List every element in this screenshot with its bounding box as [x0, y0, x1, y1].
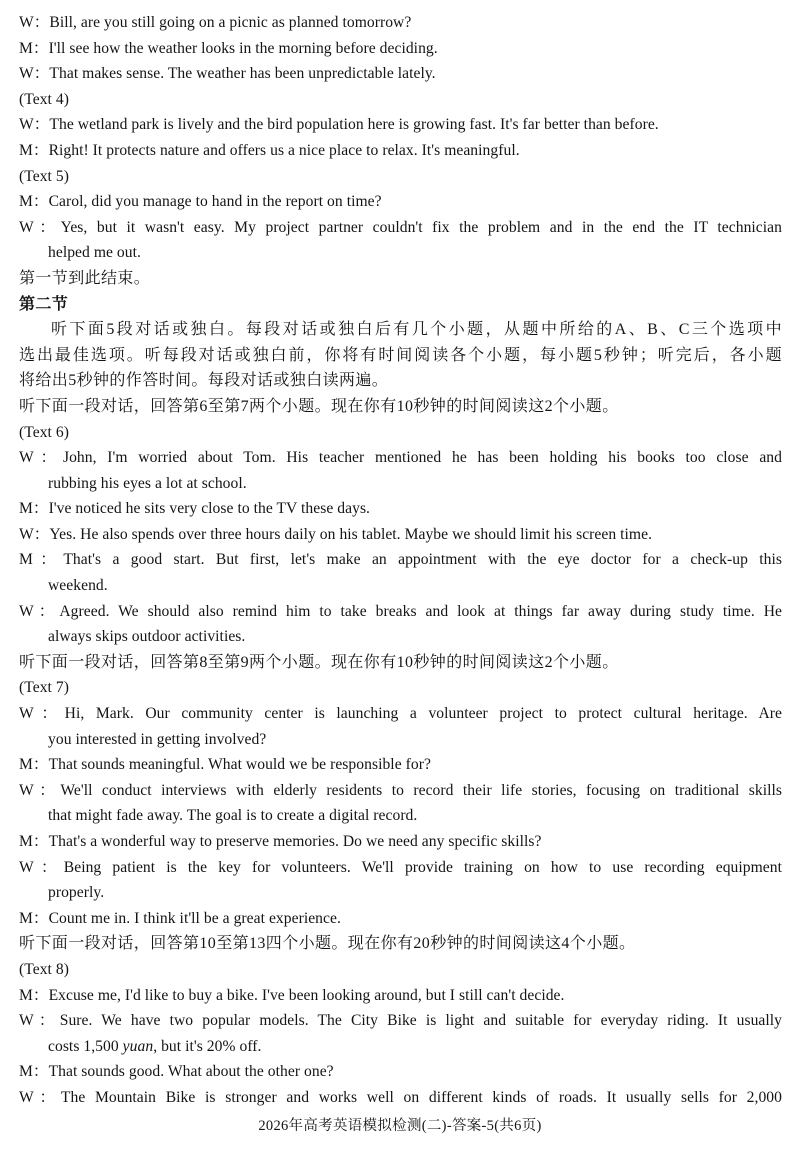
- dialogue-line: [19, 445, 782, 471]
- line-text: Right! It protects nature and offers us a nice place to relax. It's meaningful.: [48, 141, 520, 159]
- dialogue-continuation: [19, 727, 782, 753]
- text-label: [19, 957, 782, 983]
- speaker-label: W：: [19, 449, 63, 467]
- dialogue-line: [19, 10, 782, 36]
- line-text: 第二节: [19, 295, 69, 313]
- line-text: that might fade away. The goal is to create a digital record.: [48, 807, 418, 825]
- document-body: [19, 10, 782, 1111]
- dialogue-line: [19, 112, 782, 138]
- dialogue-line: [19, 599, 782, 625]
- speaker-label: M：: [19, 833, 49, 850]
- text-label: [19, 420, 782, 446]
- line-text: 将给出5秒钟的作答时间。每段对话或独白读两遍。: [19, 372, 389, 390]
- dialogue-line: [19, 215, 782, 241]
- instruction-text: [19, 343, 782, 369]
- speaker-label: M：: [19, 500, 49, 518]
- dialogue-continuation: [19, 240, 782, 266]
- speaker-label: W：: [19, 218, 61, 236]
- speaker-label: W：: [19, 705, 65, 723]
- dialogue-continuation: [19, 471, 782, 497]
- speaker-label: W：: [19, 14, 50, 31]
- page-footer: 2026年高考英语模拟检测(二)-答案-5(共6页): [258, 1118, 542, 1134]
- instruction-text: [19, 266, 782, 292]
- speaker-label: W：: [19, 1012, 60, 1030]
- line-text: 听下面一段对话，回答第10至第13四个小题。现在你有20秒钟的时间阅读这4个小题。: [19, 935, 636, 953]
- line-text: 第一节到此结束。: [19, 269, 151, 287]
- dialogue-continuation: [19, 1034, 782, 1060]
- text-label: [19, 164, 782, 190]
- line-text: Yes, but it wasn't easy. My project partner couldn't fix the problem and in the end the IT technician: [60, 218, 782, 236]
- section-heading: [19, 292, 782, 318]
- dialogue-line: [19, 547, 782, 573]
- line-text: Sure. We have two popular models. The City Bike is light and suitable for everyday riding. It usually: [59, 1012, 782, 1030]
- line-text: weekend.: [48, 577, 108, 595]
- line-text-tail: , but it's 20% off.: [153, 1037, 262, 1055]
- speaker-label: W：: [19, 602, 60, 620]
- dialogue-continuation: [19, 573, 782, 599]
- instruction-text: [19, 317, 782, 343]
- line-text: (Text 4): [19, 90, 69, 108]
- dialogue-line: [19, 701, 782, 727]
- line-text: Excuse me, I'd like to buy a bike. I've been looking around, but I still can't decide.: [48, 986, 565, 1004]
- dialogue-line: [19, 829, 782, 855]
- speaker-label: M：: [19, 756, 49, 774]
- line-text: properly.: [48, 884, 105, 902]
- dialogue-line: [19, 855, 782, 881]
- line-text: 听下面5段对话或独白。每段对话或独白后有几个小题，从题中所给的A、B、C三个选项中: [51, 321, 782, 339]
- speaker-label: W：: [19, 116, 50, 134]
- currency-italic: yuan: [122, 1037, 154, 1055]
- dialogue-line: [19, 522, 782, 548]
- line-text: That makes sense. The weather has been unpredictable lately.: [49, 65, 436, 83]
- speaker-label: M：: [19, 141, 49, 159]
- dialogue-line: [19, 138, 782, 164]
- line-text: costs 1,500: [48, 1037, 123, 1055]
- speaker-label: M：: [19, 1063, 49, 1081]
- dialogue-continuation: [19, 624, 782, 650]
- line-text: (Text 8): [19, 960, 69, 978]
- dialogue-line: [19, 189, 782, 215]
- line-text: That sounds good. What about the other one?: [48, 1063, 334, 1081]
- line-text: That's a good start. But first, let's make an appointment with the eye doctor for a check-up this: [63, 551, 782, 569]
- dialogue-line: [19, 496, 782, 522]
- dialogue-line: [19, 1008, 782, 1034]
- speaker-label: W：: [19, 858, 64, 876]
- dialogue-line: [19, 752, 782, 778]
- line-text: 听下面一段对话，回答第8至第9两个小题。现在你有10秒钟的时间阅读这2个小题。: [19, 653, 619, 671]
- dialogue-line: [19, 61, 782, 87]
- line-text: 听下面一段对话，回答第6至第7两个小题。现在你有10秒钟的时间阅读这2个小题。: [19, 397, 619, 415]
- speaker-label: M：: [19, 193, 49, 211]
- line-text: (Text 7): [19, 679, 69, 697]
- speaker-label: M：: [19, 551, 64, 569]
- line-text: Hi, Mark. Our community center is launching a volunteer project to protect cultural heritage. Are: [64, 705, 782, 723]
- speaker-label: W：: [19, 525, 50, 543]
- speaker-label: M：: [19, 909, 49, 927]
- line-text: Count me in. I think it'll be a great experience.: [48, 909, 341, 927]
- dialogue-continuation: [19, 803, 782, 829]
- line-text: (Text 5): [19, 167, 69, 185]
- dialogue-line: [19, 778, 782, 804]
- line-text: John, I'm worried about Tom. His teacher mentioned he has been holding his books too close and: [62, 449, 783, 467]
- speaker-label: W：: [19, 1088, 61, 1106]
- line-text: The Mountain Bike is stronger and works well on different kinds of roads. It usually sells for 2,000: [60, 1088, 782, 1106]
- line-text: helped me out.: [48, 244, 141, 262]
- instruction-text: [19, 368, 782, 394]
- line-text: rubbing his eyes a lot at school.: [48, 474, 247, 492]
- text-label: [19, 87, 782, 113]
- line-text: Agreed. We should also remind him to take breaks and look at things far away during study time. He: [59, 602, 782, 620]
- line-text: That's a wonderful way to preserve memories. Do we need any specific skills?: [48, 833, 542, 850]
- instruction-text: [19, 931, 782, 957]
- instruction-text: [19, 650, 782, 676]
- line-text: (Text 6): [19, 423, 69, 441]
- line-text: I'll see how the weather looks in the morning before deciding.: [48, 39, 438, 57]
- speaker-label: M：: [19, 986, 49, 1004]
- line-text: That sounds meaningful. What would we be responsible for?: [48, 756, 431, 774]
- line-text: Carol, did you manage to hand in the report on time?: [48, 193, 382, 211]
- dialogue-continuation: [19, 880, 782, 906]
- instruction-text: [19, 394, 782, 420]
- text-label: [19, 675, 782, 701]
- line-text: 选出最佳选项。听每段对话或独白前，你将有时间阅读各个小题，每小题5秒钟；听完后，各小题: [19, 346, 782, 364]
- line-text: you interested in getting involved?: [48, 730, 267, 748]
- dialogue-line: [19, 983, 782, 1009]
- line-text: We'll conduct interviews with elderly residents to record their life stories, focusing on traditional skills: [60, 781, 782, 799]
- line-text: Being patient is the key for volunteers. We'll provide training on how to use recording equipment: [63, 858, 782, 876]
- line-text: always skips outdoor activities.: [48, 628, 246, 646]
- line-text: Bill, are you still going on a picnic as planned tomorrow?: [49, 14, 412, 31]
- dialogue-line: [19, 906, 782, 932]
- speaker-label: M：: [19, 39, 49, 57]
- dialogue-line: [19, 36, 782, 62]
- speaker-label: W：: [19, 781, 61, 799]
- dialogue-line: [19, 1059, 782, 1085]
- line-text: The wetland park is lively and the bird population here is growing fast. It's far better than before.: [49, 116, 659, 134]
- dialogue-line: [19, 1085, 782, 1111]
- line-text: I've noticed he sits very close to the TV these days.: [48, 500, 371, 518]
- line-text: Yes. He also spends over three hours daily on his tablet. Maybe we should limit his screen time.: [49, 525, 653, 543]
- speaker-label: W：: [19, 65, 50, 83]
